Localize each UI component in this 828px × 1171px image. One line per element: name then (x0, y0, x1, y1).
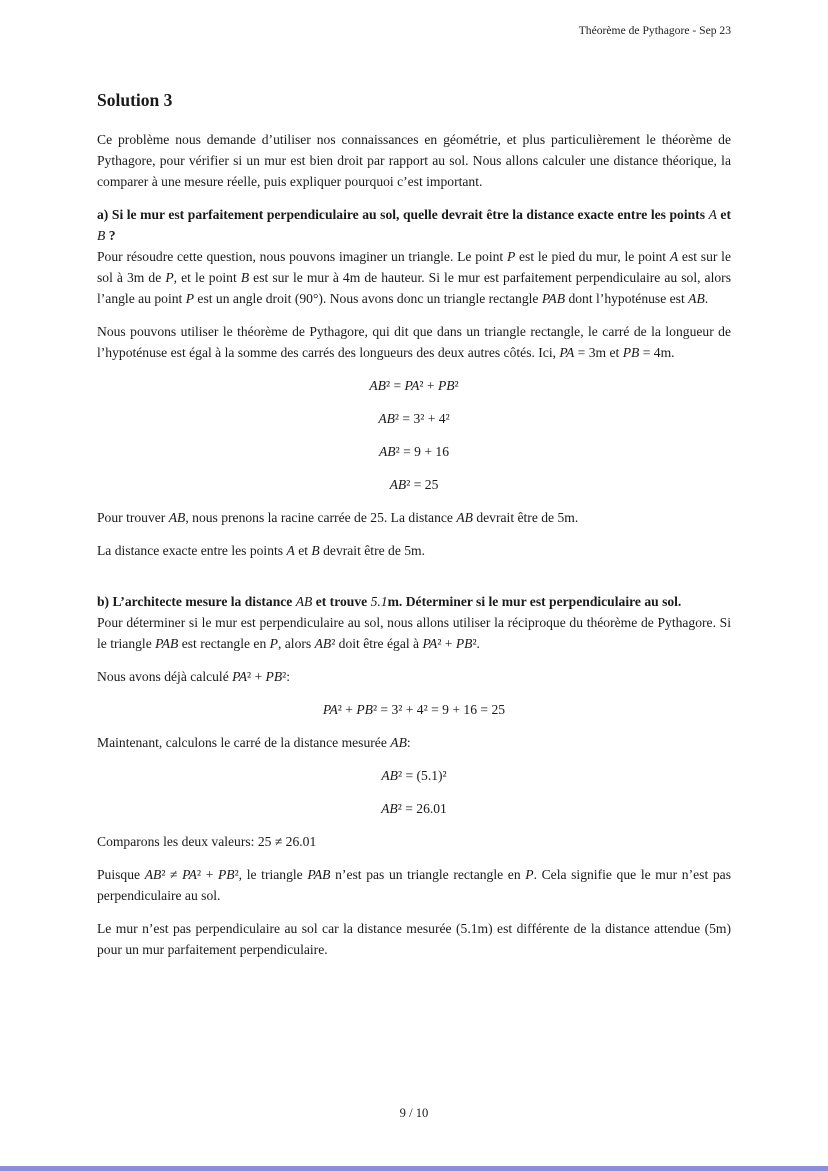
part-a-conclusion: La distance exacte entre les points A et B devrait être de 5m. (97, 543, 426, 558)
solution-title: Solution 3 (97, 90, 173, 110)
part-b-equation-2: AB² = (5.1)² (381, 768, 447, 783)
part-b-equation-3: AB² = 26.01 (381, 801, 447, 816)
part-b-paragraph-3: Maintenant, calculons le carré de la distance mesurée AB: (97, 735, 411, 750)
part-b-equation-1: PA² + PB² = 3² + 4² = 9 + 16 = 25 (322, 702, 506, 717)
part-b-conclusion: Le mur n’est pas perpendiculaire au sol car la distance mesurée (5.1m) est différente de la distance attendue (5m) pour un mur parfaitement perpendiculaire. (97, 921, 731, 957)
question-a-heading: a) Si le mur est parfaitement perpendiculaire au sol, quelle devrait être la distance exacte entre les points A et B ? (97, 207, 731, 243)
part-b-comparison: Comparons les deux valeurs: 25 ≠ 26.01 (97, 834, 317, 849)
section-b (97, 591, 731, 960)
viewer-edge-strip (0, 1166, 828, 1171)
part-a-equation-3: AB² = 9 + 16 (378, 444, 449, 459)
running-header: Théorème de Pythagore - Sep 23 (578, 24, 731, 37)
question-b-heading: b) L’architecte mesure la distance AB et trouve 5.1m. Déterminer si le mur est perpendiculaire au sol. (97, 594, 682, 609)
part-a-paragraph-2: Nous pouvons utiliser le théorème de Pythagore, qui dit que dans un triangle rectangle, le carré de la longueur de l’hypoténuse est égal à la somme des carrés des longueurs des deux autres côtés. Ici, PA = 3m et PB = 4m. (97, 324, 731, 360)
part-a-equation-2: AB² = 3² + 4² (378, 411, 450, 426)
part-a-paragraph-1: Pour résoudre cette question, nous pouvons imaginer un triangle. Le point P est le pied du mur, le point A est sur le sol à 3m de P, et le point B est sur le mur à 4m de hauteur. Si le mur est parfaitement perpendiculaire au sol, alors l’angle au point P est un angle droit (90°). Nous avons donc un triangle rectangle PAB dont l’hypoténuse est AB. (97, 249, 731, 306)
intro-paragraph: Ce problème nous demande d’utiliser nos connaissances en géométrie, et plus particulièrement le théorème de Pythagore, pour vérifier si un mur est bien droit par rapport au sol. Nous allons calculer une distance théorique, la comparer à une mesure réelle, puis expliquer pourquoi c’est important. (97, 132, 731, 189)
part-a-equation-4: AB² = 25 (389, 477, 439, 492)
part-b-reasoning: Puisque AB² ≠ PA² + PB², le triangle PAB n’est pas un triangle rectangle en P. Cela signifie que le mur n’est pas perpendiculaire au sol. (97, 867, 731, 903)
page-number: 9 / 10 (399, 1106, 429, 1120)
part-a-paragraph-3: Pour trouver AB, nous prenons la racine carrée de 25. La distance AB devrait être de 5m. (97, 510, 579, 525)
part-a-equation-1: AB² = PA² + PB² (369, 378, 459, 393)
section-a (97, 204, 731, 561)
part-b-paragraph-1: Pour déterminer si le mur est perpendiculaire au sol, nous allons utiliser la réciproque du théorème de Pythagore. Si le triangle PAB est rectangle en P, alors AB² doit être égal à PA² + PB². (97, 615, 731, 651)
part-b-paragraph-2: Nous avons déjà calculé PA² + PB²: (97, 669, 291, 684)
